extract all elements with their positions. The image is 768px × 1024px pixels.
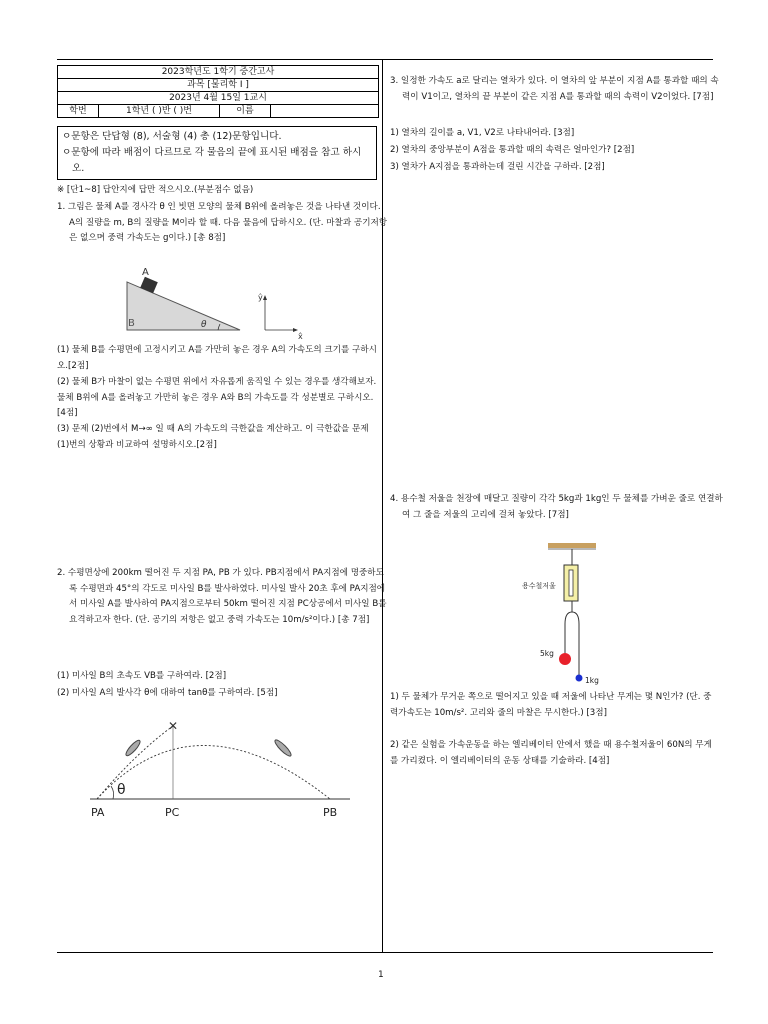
field-name-blank xyxy=(271,105,378,117)
mass1-label: 5kg xyxy=(540,649,554,658)
notice-line-1: ㅇ문항은 단답형 (8), 서술형 (4) 총 (12)문항입니다. xyxy=(62,131,282,142)
q3-sub3: 3) 열차가 A지점을 통과하는데 걸린 시간을 구하라. [2점] xyxy=(390,162,605,172)
field-student-number: 학번 xyxy=(58,105,99,117)
notice-box xyxy=(57,126,377,180)
q4-spring-scale-figure xyxy=(500,540,610,685)
q1-incline-figure xyxy=(120,262,320,342)
column-divider xyxy=(382,59,383,952)
bottom-rule xyxy=(57,952,713,953)
exam-title: 2023학년도 1학기 중간고사 xyxy=(58,66,378,79)
mass-5kg xyxy=(559,653,571,665)
q3-sub2: 2) 열차의 중앙부분이 A점을 통과할 때의 속력은 얼마인가? [2점] xyxy=(390,145,635,155)
axis-x-label: x̂ xyxy=(298,332,303,341)
q2-sub1: (1) 미사일 B의 초속도 VB를 구하여라. [2점] xyxy=(57,671,227,681)
q1-sub2: (2) 물체 B가 마찰이 없는 수평면 위에서 자유롭게 움직일 수 있는 경우를 생각해보자. 물체 B위에 A를 올려놓고 가만히 놓은 경우 A와 B의 가속도를 각 성분별로 구하시오.[4점] xyxy=(57,377,377,418)
label-pc: PC xyxy=(165,806,180,819)
intercept-mark: ✕ xyxy=(168,719,179,733)
axis-y-label: ŷ xyxy=(258,293,263,302)
q4-sub2: 2) 같은 실험을 가속운동을 하는 엘리베이터 안에서 했을 때 용수철저울이 60N의 무게를 가리켰다. 이 엘리베이터의 운동 상태를 기술하라. [4점] xyxy=(390,740,712,766)
q3-sub1: 1) 열차의 길이를 a, V1, V2로 나타내어라. [3점] xyxy=(390,128,575,138)
y-arrow-head xyxy=(263,295,267,300)
mass-1kg xyxy=(576,675,583,682)
q2-missile-figure xyxy=(85,712,355,820)
label-a: A xyxy=(142,267,149,278)
page-number: 1 xyxy=(378,970,384,980)
instruction: ※ [단1~8] 답안지에 답만 적으시오.(부분점수 없음) xyxy=(57,185,254,195)
label-b: B xyxy=(128,318,135,329)
exam-date: 2023년 4월 15일 1교시 xyxy=(58,92,378,105)
q3-stem: 3. 일정한 가속도 a로 달리는 열차가 있다. 이 열차의 앞 부분이 지점 A를 통과할 때의 속력이 V1이고, 열차의 끝 부분이 같은 지점 A를 통과할 때의 속력이 V2이었다. [7점] xyxy=(390,76,719,102)
scale-label: 용수철저울 xyxy=(522,582,556,590)
exam-subject: 과목 [물리학 I ] xyxy=(58,79,378,92)
scale-window xyxy=(569,570,573,596)
label-pa: PA xyxy=(91,806,105,819)
trajectory-a xyxy=(97,726,173,799)
field-name-label: 이름 xyxy=(220,105,271,117)
label-theta: θ xyxy=(201,320,207,330)
top-rule xyxy=(57,59,713,60)
q2-sub2: (2) 미사일 A의 발사각 θ에 대하여 tanθ를 구하여라. [5점] xyxy=(57,688,278,698)
theta-arc xyxy=(111,786,114,799)
ceiling xyxy=(548,543,596,548)
exam-header xyxy=(57,65,379,118)
student-info-row xyxy=(58,105,378,117)
q1-stem: 1. 그림은 물체 A를 경사각 θ 인 빗면 모양의 물체 B위에 올려놓은 것을 나타낸 것이다. A의 질량을 m, B의 질량을 M이라 할 때. 다음 물음에 답하시오. (단. 마찰과 공기저항은 없으며 중력 가속도는 g이다.) [총 8점] xyxy=(57,202,388,243)
notice-line-2: ㅇ문항에 따라 배점이 다르므로 각 물음의 끝에 표시된 배점을 참고 하시오. xyxy=(62,147,362,174)
label-pb: PB xyxy=(323,806,338,819)
q4-stem: 4. 용수철 저울을 천장에 매달고 질량이 각각 5kg과 1kg인 두 물체를 가벼운 줄로 연결하여 그 줄을 저울의 고리에 걸쳐 놓았다. [7점] xyxy=(390,494,723,520)
q1-sub1: (1) 물체 B를 수평면에 고정시키고 A를 가만히 놓은 경우 A의 가속도의 크기를 구하시오.[2점] xyxy=(57,345,377,371)
hook xyxy=(565,612,579,624)
q2-stem: 2. 수평면상에 200km 떨어진 두 지점 PA, PB 가 있다. PB지점에서 PA지점에 명중하도록 수평면과 45°의 각도로 미사일 B를 발사하였다. 미사일 발사 20초 후에 PA지점에서 미사일 A를 발사하여 PA지점으로부터 50km 떨어진 지점 PC상공에서 미사일 B를 요격하고자 한다. (단. 공기의 저항은 없고 중력 가속도는 10m/s²이다.) [총 7점] xyxy=(57,568,387,625)
label-theta: θ xyxy=(117,782,126,798)
missile-b xyxy=(273,738,293,758)
q4-sub1: 1) 두 물체가 무거운 쪽으로 떨어지고 있을 때 저울에 나타난 무게는 몇 N인가? (단. 중력가속도는 10m/s². 고리와 줄의 마찰은 무시한다.) [3점] xyxy=(390,692,712,718)
field-class: 1학년 ( )반 ( )번 xyxy=(99,105,220,117)
q1-sub3: (3) 문제 (2)번에서 M→∞ 일 때 A의 가속도의 극한값을 계산하고. 이 극한값을 문제 (1)번의 상황과 비교하여 설명하시오.[2점] xyxy=(57,424,369,450)
mass2-label: 1kg xyxy=(585,676,599,685)
